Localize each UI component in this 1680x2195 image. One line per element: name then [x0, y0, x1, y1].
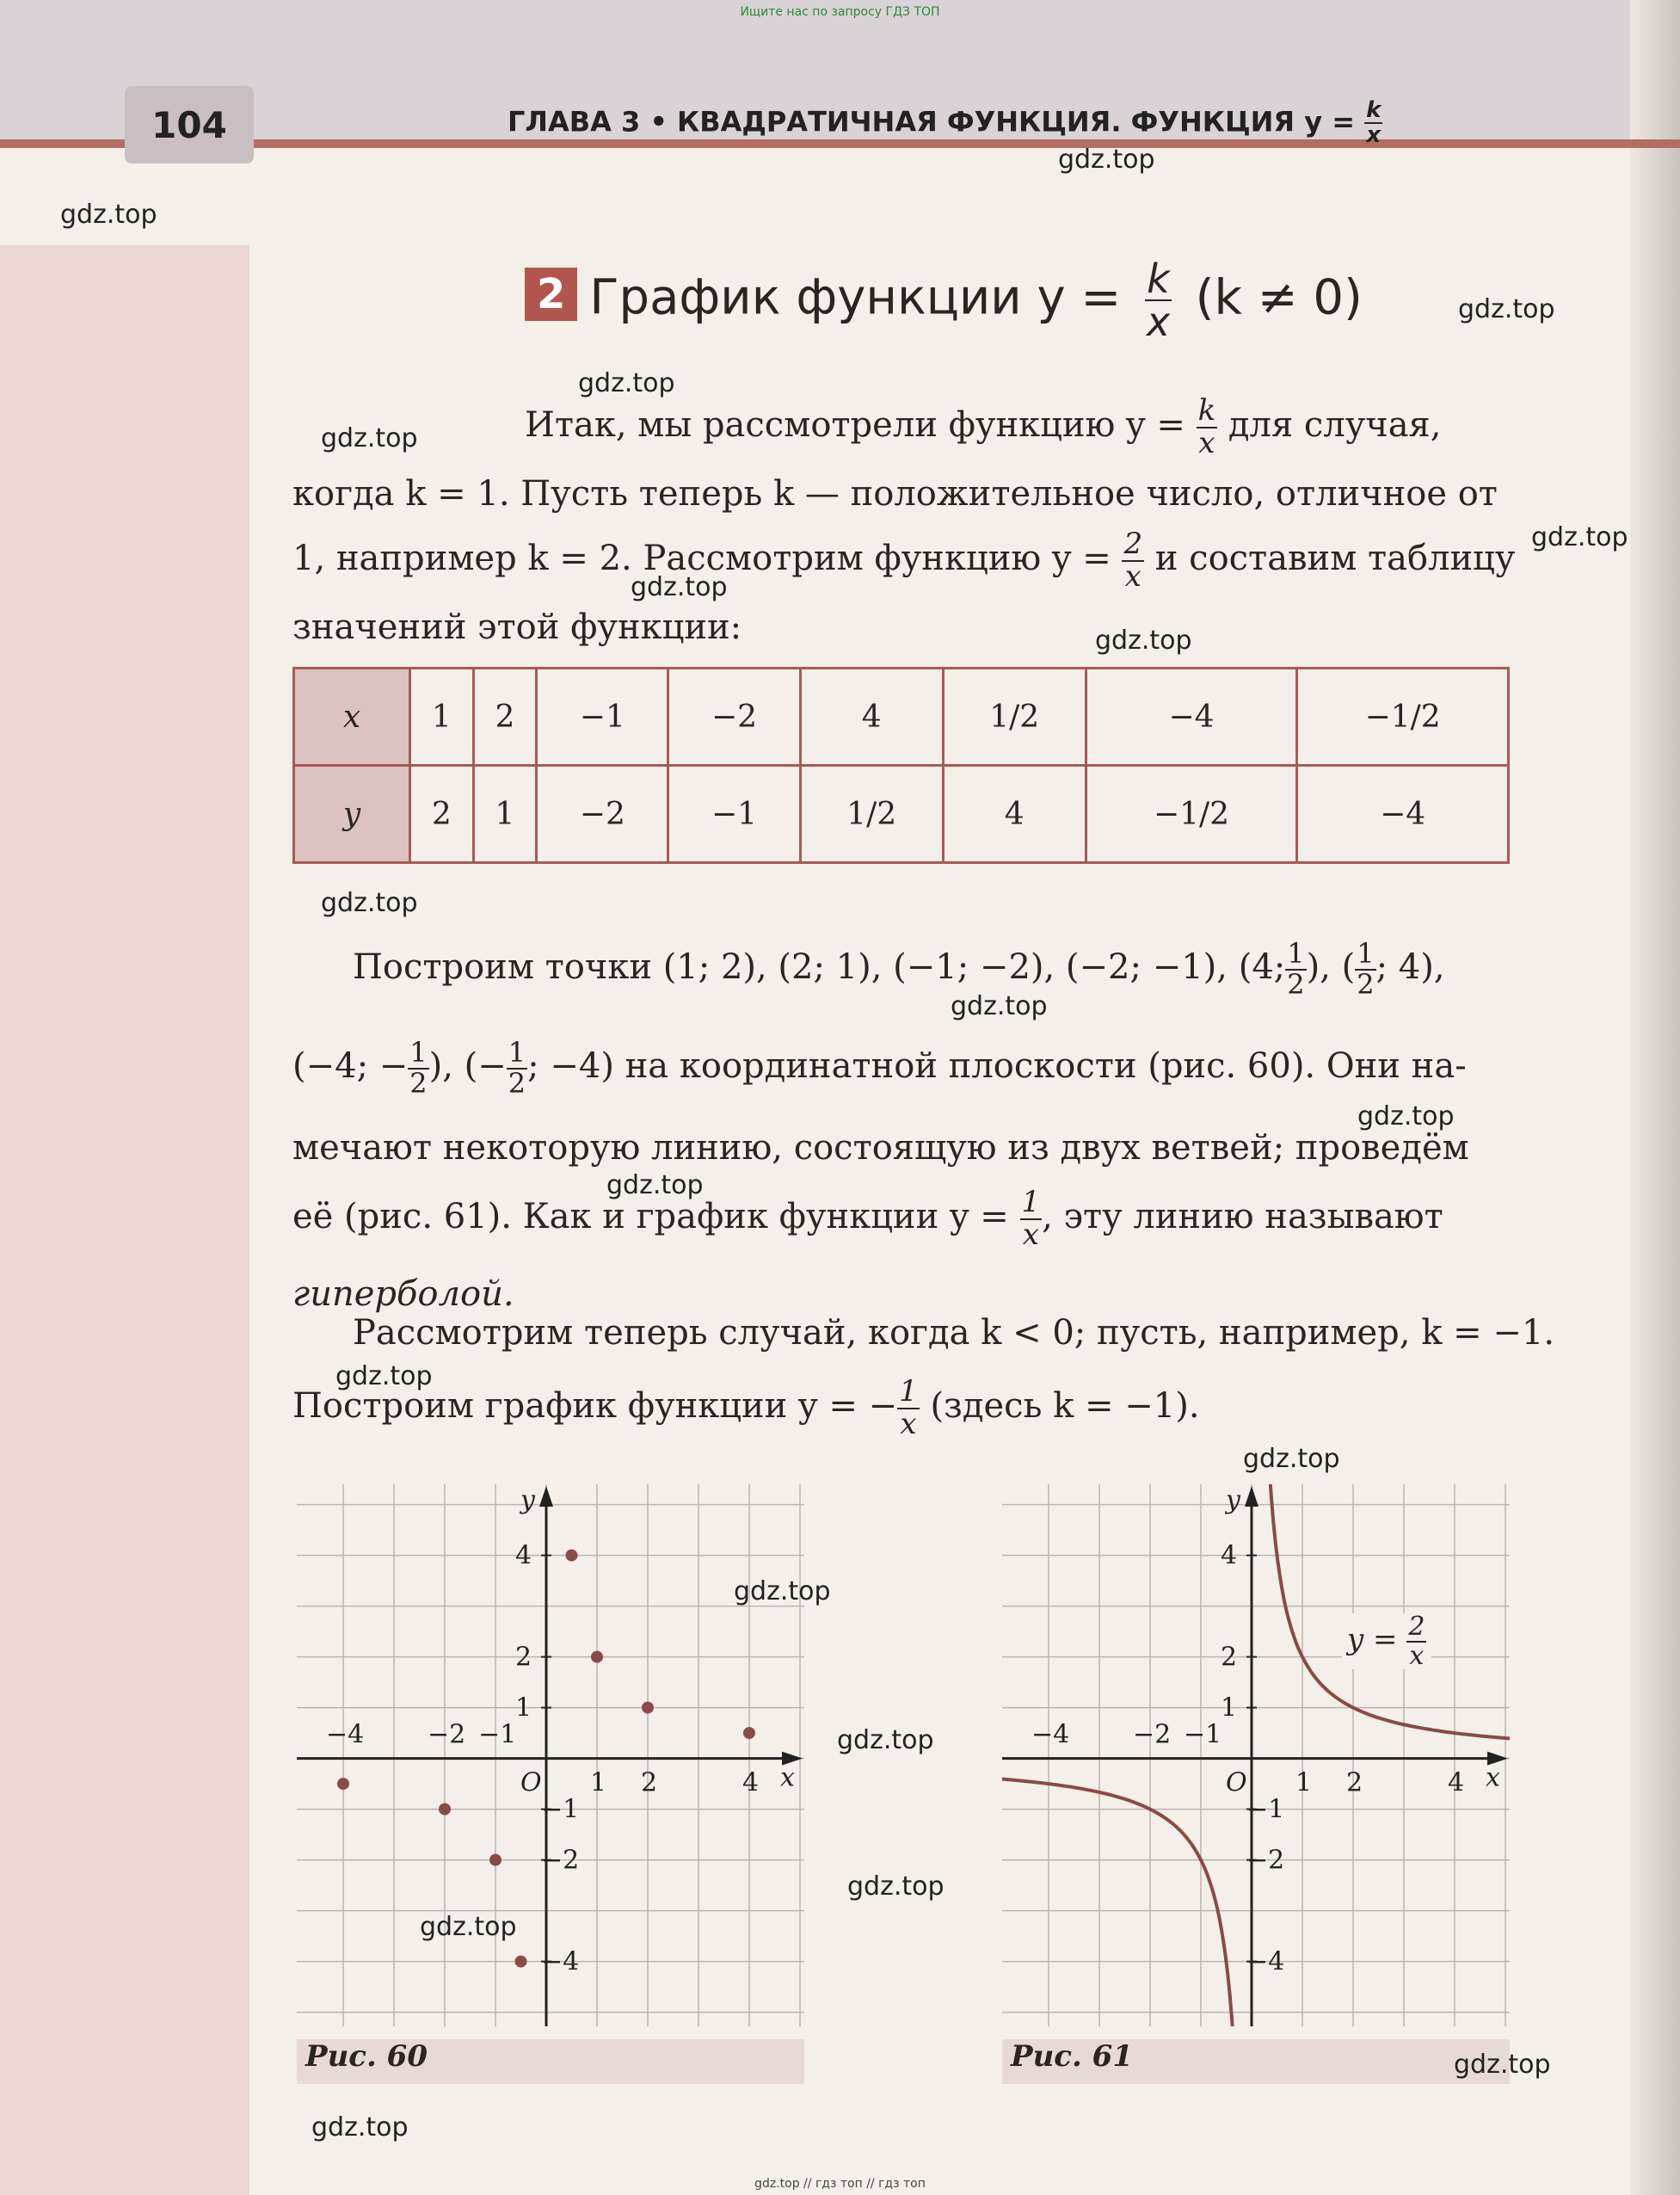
frac-den: x	[1366, 122, 1382, 149]
y-tick-label: 2	[515, 1642, 532, 1673]
y-axis-label: y	[520, 1485, 535, 1515]
x-tick-label: −4	[1031, 1719, 1070, 1750]
y-tick-label: −4	[541, 1946, 580, 1977]
watermark: gdz.top	[734, 1576, 831, 1606]
y-tick-label: 1	[515, 1692, 532, 1723]
y-tick-label: −1	[1246, 1794, 1285, 1825]
frac-num: 2	[1408, 1612, 1425, 1642]
fraction	[1197, 393, 1218, 460]
x-tick-label: 4	[1448, 1767, 1465, 1798]
frac-num: 2	[1123, 527, 1143, 562]
x-tick-label: −2	[428, 1719, 466, 1750]
fig60-caption-box	[297, 2039, 804, 2084]
data-point	[591, 1651, 603, 1663]
para2-line1: Построим точки (1; 2), (2; 1), (−1; −2), (−2; −1), (4; $\frac{1}{2}$ ), ( $\frac{1}{2}$ ; 4),	[353, 937, 1445, 1001]
watermark: gdz.top	[1243, 1444, 1340, 1474]
watermark: gdz.top	[1357, 1101, 1455, 1131]
y-tick-label: −2	[541, 1845, 580, 1876]
frac-den: x	[1022, 1218, 1039, 1252]
chapter-fraction	[1364, 99, 1382, 148]
watermark: gdz.top	[311, 2112, 409, 2143]
table-cell: −1	[537, 669, 668, 766]
frac-num: 1	[508, 1036, 526, 1070]
data-point	[566, 1550, 578, 1562]
watermark: gdz.top	[321, 423, 418, 453]
frac-num: 1	[1021, 1185, 1041, 1220]
frac-den: x	[1409, 1640, 1425, 1671]
page-number: 104	[125, 86, 254, 163]
para1-line3	[292, 525, 1515, 593]
watermark: gdz.top	[631, 572, 728, 602]
watermark: gdz.top	[60, 200, 157, 230]
text: y =	[1347, 1622, 1398, 1657]
table-cell: 2	[473, 669, 537, 766]
para1-line4: значений этой функции:	[292, 607, 742, 647]
frac-den: x	[1124, 559, 1142, 594]
x-tick-label: −4	[326, 1719, 365, 1750]
table-cell: 1/2	[943, 669, 1086, 766]
table-cell: −1	[668, 766, 800, 863]
watermark: gdz.top	[606, 1170, 704, 1200]
table-cell: 2	[410, 766, 474, 863]
text: и составим таблицу	[1154, 539, 1516, 578]
hyperbola-branch-positive	[1270, 1484, 1510, 1739]
text: Итак, мы рассмотрели функцию y =	[525, 405, 1185, 445]
origin-label: O	[520, 1767, 542, 1798]
y-tick-label: 4	[1221, 1540, 1238, 1571]
table-cell: −1/2	[1086, 766, 1297, 863]
data-point	[743, 1727, 755, 1739]
frac-den: 2	[1357, 968, 1375, 1001]
text: её (рис. 61). Как и график функции y =	[292, 1197, 1009, 1236]
table-row-x	[294, 669, 1509, 766]
text: , эту линию называют	[1042, 1197, 1443, 1236]
text: −4; −	[305, 1046, 409, 1086]
fraction	[897, 1374, 920, 1441]
x-tick-label: −1	[478, 1719, 517, 1750]
text: на координатной плоскости (рис. 60). Они на-	[625, 1046, 1467, 1086]
watermark: gdz.top	[1458, 294, 1555, 324]
x-axis-label: x	[780, 1762, 795, 1793]
origin-label: O	[1226, 1767, 1247, 1798]
table-cell: 1/2	[800, 766, 943, 863]
y-tick-label: −4	[1246, 1946, 1285, 1977]
data-point	[439, 1803, 451, 1816]
para1-line2: когда k = 1. Пусть теперь k — положительное число, отличное от	[292, 474, 1498, 514]
frac-den: 2	[1287, 968, 1305, 1001]
chapter-header-text: ГЛАВА 3 • КВАДРАТИЧНАЯ ФУНКЦИЯ. ФУНКЦИЯ y =	[508, 105, 1356, 139]
para2-line2: (−4; − $\frac{1}{2}$ ), (− $\frac{1}{2}$ ; −4) на координатной плоскости (рис. 60). Они на-	[292, 1036, 1467, 1100]
y-axis-label: y	[1226, 1485, 1240, 1515]
data-point	[642, 1702, 654, 1714]
top-link[interactable]: Ищите нас по запросу ГДЗ ТОП	[740, 5, 940, 19]
x-tick-label: 1	[1295, 1767, 1313, 1798]
y-axis-arrow	[539, 1486, 553, 1507]
watermark: gdz.top	[837, 1725, 934, 1755]
text: (здесь k = −1).	[930, 1386, 1200, 1426]
row-label-x: x	[294, 669, 410, 766]
section-fraction	[1145, 256, 1172, 346]
watermark: gdz.top	[321, 888, 418, 918]
frac-den: x	[1146, 299, 1171, 346]
frac-num: 1	[1287, 937, 1305, 971]
frac-num: 1	[409, 1036, 428, 1070]
fig61-caption-box	[1002, 2039, 1510, 2084]
watermark: gdz.top	[1531, 522, 1628, 552]
text: ; 4	[1375, 947, 1421, 987]
para2-line3: мечают некоторую линию, состоящую из двух ветвей; проведём	[292, 1128, 1469, 1168]
table-cell: −4	[1086, 669, 1297, 766]
table-cell: −1/2	[1297, 669, 1509, 766]
para3-line1: Рассмотрим теперь случай, когда k < 0; пусть, например, k = −1.	[353, 1313, 1555, 1353]
figure-61	[1002, 1484, 1510, 2026]
watermark: gdz.top	[1095, 626, 1192, 656]
para2-line4	[292, 1183, 1443, 1251]
table-cell: −2	[668, 669, 800, 766]
watermark: gdz.top	[420, 1912, 517, 1942]
x-tick-label: −1	[1184, 1719, 1222, 1750]
section-title-text: График функции y =	[589, 269, 1122, 326]
frac-den: 2	[409, 1067, 428, 1100]
watermark: gdz.top	[1058, 145, 1155, 175]
data-point	[515, 1956, 527, 1968]
table-cell: 4	[943, 766, 1086, 863]
y-tick-label: −1	[541, 1794, 580, 1825]
left-margin-band	[0, 245, 249, 2195]
table-cell: 1	[473, 766, 537, 863]
watermark: gdz.top	[1454, 2050, 1551, 2080]
watermark: gdz.top	[847, 1871, 945, 1902]
text: ; −4	[527, 1046, 601, 1086]
fraction	[1406, 1613, 1426, 1669]
table-row-y	[294, 766, 1509, 863]
bottom-link[interactable]: gdz.top // гдз топ // гдз топ	[754, 2177, 926, 2191]
table-cell: 4	[800, 669, 943, 766]
chapter-header	[508, 99, 1382, 148]
x-tick-label: 1	[590, 1767, 607, 1798]
y-tick-label: 2	[1221, 1642, 1238, 1673]
y-tick-label: 1	[1221, 1692, 1238, 1723]
frac-den: x	[900, 1407, 917, 1441]
x-tick-label: 4	[742, 1767, 760, 1798]
fraction	[507, 1036, 527, 1100]
section-title	[525, 256, 1363, 346]
text: −	[477, 1046, 507, 1086]
x-tick-label: 2	[1346, 1767, 1363, 1798]
hyperbola-branch-negative	[1002, 1778, 1234, 2026]
fraction	[408, 1036, 428, 1100]
y-tick-label: 4	[515, 1540, 532, 1571]
page-edge-shadow	[1630, 0, 1680, 2195]
frac-num: k	[1147, 256, 1170, 302]
fraction	[1122, 529, 1144, 592]
table-cell: −2	[537, 766, 668, 863]
x-tick-label: 2	[641, 1767, 658, 1798]
para2-line5: гиперболой.	[292, 1274, 514, 1314]
frac-den: 2	[508, 1067, 526, 1100]
frac-num: k	[1366, 97, 1382, 123]
row-label-y: y	[294, 766, 410, 863]
text: 4;	[1252, 947, 1286, 987]
para1-line1	[525, 392, 1441, 459]
fraction	[1285, 937, 1306, 1001]
fraction	[1355, 937, 1375, 1001]
fig60-caption: Рис. 60	[305, 2039, 428, 2074]
table-cell: 1	[410, 669, 474, 766]
frac-num: k	[1197, 393, 1216, 429]
text: 1, например k = 2. Рассмотрим функцию y =	[292, 539, 1111, 578]
frac-den: x	[1198, 426, 1215, 460]
figure-60-plot	[297, 1484, 804, 2026]
x-tick-label: −2	[1133, 1719, 1172, 1750]
section-title-tail: (k ≠ 0)	[1195, 269, 1363, 326]
text: Построим график функции y = −	[292, 1386, 898, 1426]
frac-num: 1	[1357, 937, 1375, 971]
section-number: 2	[525, 268, 577, 321]
y-tick-label: −2	[1246, 1845, 1285, 1876]
fraction	[1020, 1187, 1043, 1250]
watermark: gdz.top	[335, 1361, 433, 1391]
text: Построим точки (1; 2), (2; 1), (−1; −2), (−2; −1),	[353, 947, 1228, 987]
text: для случая,	[1228, 405, 1442, 445]
fig61-caption: Рис. 61	[1011, 2039, 1133, 2074]
values-table	[292, 667, 1510, 864]
data-point	[337, 1778, 349, 1790]
x-axis-label: x	[1486, 1762, 1500, 1793]
watermark: gdz.top	[578, 368, 675, 398]
watermark: gdz.top	[951, 991, 1048, 1021]
curve-label	[1342, 1613, 1431, 1669]
data-point	[489, 1854, 502, 1866]
table-cell: −4	[1297, 766, 1509, 863]
frac-num: 1	[899, 1374, 918, 1409]
y-axis-arrow	[1245, 1486, 1258, 1507]
